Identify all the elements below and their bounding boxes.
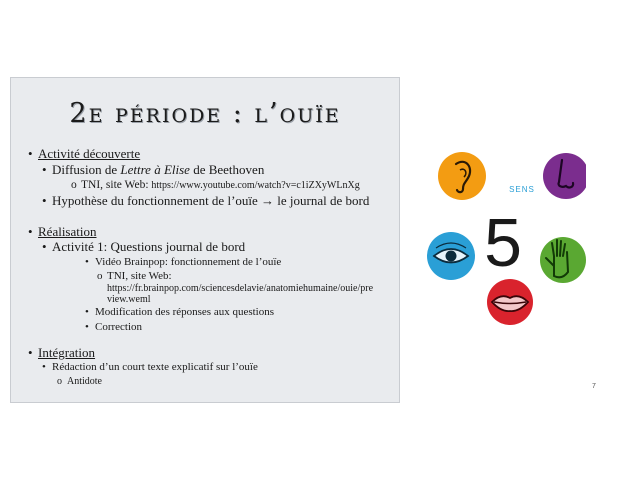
item-text: Correction bbox=[95, 321, 143, 333]
item-url: https://fr.brainpop.com/sciencesdelavie/anatomiehumaine/ouie/pre bbox=[107, 283, 374, 294]
item-text: Modification des réponses aux questions bbox=[95, 306, 275, 318]
section-heading-integration bbox=[28, 345, 95, 361]
nose-icon bbox=[543, 153, 586, 199]
section-heading-decouverte bbox=[28, 146, 140, 162]
heading-text: Réalisation bbox=[38, 224, 97, 239]
bullet: • bbox=[28, 345, 33, 360]
list-item bbox=[42, 361, 258, 373]
eye-icon bbox=[427, 232, 475, 280]
list-item bbox=[85, 321, 142, 333]
bullet: o bbox=[57, 376, 62, 387]
item-text: TNI, site Web: bbox=[81, 179, 152, 191]
item-text: de Beethoven bbox=[189, 162, 265, 177]
item-text: Vidéo Brainpop: fonctionnement de l’ouïe bbox=[95, 256, 282, 268]
bullet: • bbox=[42, 239, 47, 254]
list-item bbox=[85, 256, 281, 268]
list-item bbox=[42, 239, 245, 255]
item-url: https://www.youtube.com/watch?v=c1iZXyWLnXg bbox=[151, 180, 360, 191]
list-item bbox=[57, 376, 102, 387]
bullet: • bbox=[28, 224, 33, 239]
bullet: o bbox=[71, 179, 77, 191]
list-item bbox=[97, 270, 172, 282]
hand-icon bbox=[540, 237, 586, 283]
sens-label: SENS bbox=[509, 185, 535, 194]
item-url: view.weml bbox=[107, 294, 151, 305]
ear-icon bbox=[438, 152, 486, 200]
bullet: • bbox=[42, 162, 47, 177]
heading-text: Activité découverte bbox=[38, 146, 141, 161]
item-text: Rédaction d’un court texte explicatif sur l’ouïe bbox=[52, 361, 258, 373]
slide-panel bbox=[10, 77, 400, 403]
item-text: Hypothèse du fonctionnement de l’ouïe → le journal de bord bbox=[52, 193, 370, 208]
bullet: • bbox=[85, 256, 89, 268]
list-item bbox=[42, 193, 369, 209]
item-text: Antidote bbox=[67, 376, 102, 387]
item-text: TNI, site Web: bbox=[107, 270, 172, 282]
bullet: • bbox=[42, 361, 46, 373]
item-text-italic: Lettre à Elise bbox=[120, 162, 190, 177]
page-number: 7 bbox=[592, 383, 596, 390]
bullet: • bbox=[28, 146, 33, 161]
lips-icon bbox=[487, 279, 533, 325]
list-item bbox=[85, 306, 274, 318]
section-heading-realisation bbox=[28, 224, 97, 240]
five-senses-graphic bbox=[426, 148, 586, 328]
bullet: • bbox=[85, 321, 89, 333]
bullet: • bbox=[85, 306, 89, 318]
slide-title: 2e période : l’ouïe bbox=[69, 98, 341, 129]
number-five: 5 bbox=[484, 205, 522, 281]
item-text: Diffusion de bbox=[52, 162, 121, 177]
list-item bbox=[42, 162, 264, 178]
bullet: • bbox=[42, 193, 47, 208]
item-text: Activité 1: Questions journal de bord bbox=[52, 239, 246, 254]
heading-text: Intégration bbox=[38, 345, 96, 360]
bullet: o bbox=[97, 270, 103, 282]
list-item bbox=[71, 179, 360, 191]
